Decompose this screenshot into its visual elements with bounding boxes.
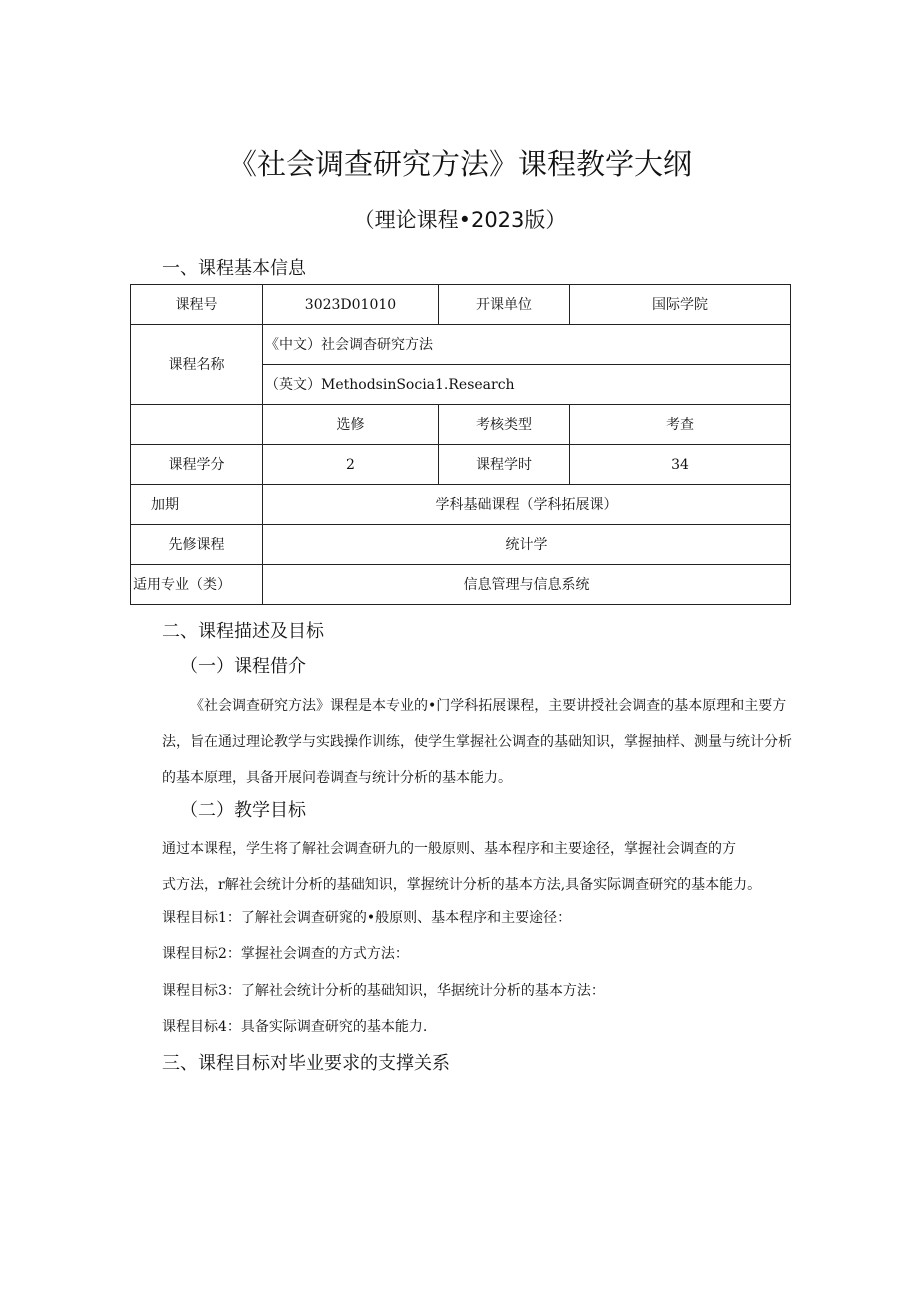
- goal-item-3: 课程目标3：了解社会统计分析的基础知识，华据统计分析的基本方法：: [162, 983, 605, 999]
- course-name-en: （英文）MethodsinSocia1.Research: [263, 365, 791, 405]
- section-heading-support: 三、课程目标对毕业要求的支撑关系: [162, 1053, 450, 1074]
- assess-type-value: 考查: [570, 405, 791, 445]
- table-row: [131, 325, 791, 365]
- assess-type-label: 考核类型: [439, 405, 570, 445]
- goal-item-2: 课程目标2：掌握社会调查的方式方法：: [162, 946, 409, 962]
- intro-paragraph: 《社会调查研究方法》课程是本专业的•门学科拓展课程，主要讲授社会调查的基本原理和主要方法，旨在通过理论教学与实践操作训练，使学生掌握社公调查的基础知识，掌握抽样、测量与统计分析的基本原理，具备开展问卷调查与统计分析的基本能力。: [162, 698, 792, 786]
- prereq-value: 统计学: [263, 525, 791, 565]
- course-name-label: 课程名称: [131, 325, 263, 405]
- term-value: 学科基础课程（学科拓展课）: [263, 485, 791, 525]
- course-no-label: 课程号: [131, 285, 263, 325]
- major-label: 适用专业（类）: [131, 565, 263, 605]
- section-heading-description: 二、课程描述及目标: [162, 621, 324, 642]
- hours-value: 34: [570, 445, 791, 485]
- credit-label: 课程学分: [131, 445, 263, 485]
- table-row: [131, 405, 791, 445]
- dept-value: 国际学院: [570, 285, 791, 325]
- course-name-cn: 《中文）社会调杳研究方法: [263, 325, 791, 365]
- course-no-value: 3023D01010: [263, 285, 439, 325]
- table-row: [131, 565, 791, 605]
- subheading-goals: （二）教学目标: [180, 800, 306, 821]
- table-row: [131, 445, 791, 485]
- hours-label: 课程学时: [439, 445, 570, 485]
- document-title: 《社会调查研究方法》课程教学大纲: [227, 147, 692, 181]
- blank-label-cell: [131, 405, 263, 445]
- major-value: 信息管理与信息系统: [263, 565, 791, 605]
- credit-value: 2: [263, 445, 439, 485]
- table-row: [131, 285, 791, 325]
- goals-paragraph-line1: 通过本课程，学生将了解社会调查研九的一般原则、基本程序和主要途径，掌握社会调查的方: [162, 841, 736, 857]
- dept-label: 开课单位: [439, 285, 570, 325]
- goals-paragraph-line2: 式方法，r解社会统计分析的基础知识，掌握统计分析的基本方法,具备实际调查研究的基本能力。: [162, 877, 762, 893]
- table-row: [131, 485, 791, 525]
- table-row: [131, 525, 791, 565]
- section-heading-basic-info: 一、课程基本信息: [162, 258, 306, 279]
- goal-item-4: 课程目标4：具备实际调查研究的基本能力.: [162, 1019, 428, 1035]
- prereq-label: 先修课程: [131, 525, 263, 565]
- goals-paragraph: [162, 831, 802, 903]
- term-label: 加期: [131, 485, 263, 525]
- course-type-value: 选修: [263, 405, 439, 445]
- course-info-table: [130, 284, 791, 605]
- document-subtitle: （理论课程•2023版）: [353, 208, 567, 232]
- subheading-intro: （一）课程借介: [180, 656, 306, 677]
- goal-item-1: 课程目标1：了解社会调查研窕的•般原则、基本程序和主要途径：: [162, 910, 572, 926]
